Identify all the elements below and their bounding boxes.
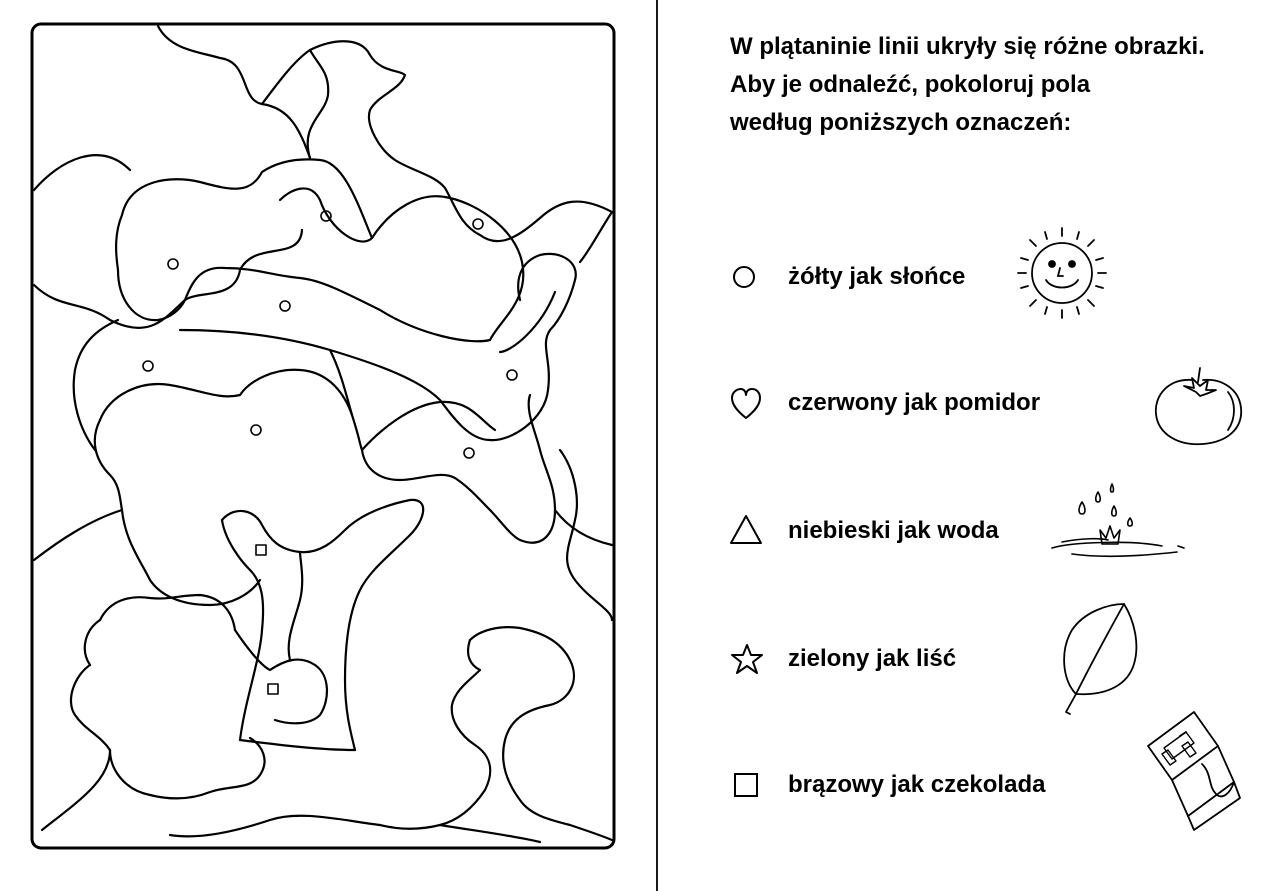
instructions-line: W plątaninie linii ukryły się różne obrazki. [730,33,1205,60]
heart-icon [730,384,764,424]
legend-label: brązowy jak czekolada [788,771,1046,798]
instructions-text [730,28,1205,142]
square-icon [730,766,764,806]
puzzle-frame [32,24,614,848]
water-drops-icon [1042,482,1192,572]
triangle-icon [730,512,764,552]
legend-label: żółty jak słońce [788,263,966,290]
legend-label: czerwony jak pomidor [788,389,1041,416]
leaf-icon [1058,600,1148,720]
tomato-icon [1148,362,1248,452]
sun-icon [1000,218,1120,328]
legend-page [660,0,1280,891]
instructions-line: Aby je odnaleźć, pokoloruj pola [730,71,1091,98]
legend-label: zielony jak liść [788,645,957,672]
legend-label: niebieski jak woda [788,517,999,544]
page-divider [656,0,658,891]
star-icon [730,640,766,680]
chocolate-bar-icon [1142,706,1272,836]
instructions-line: według poniższych oznaczeń: [730,109,1072,136]
circle-icon [730,258,760,298]
